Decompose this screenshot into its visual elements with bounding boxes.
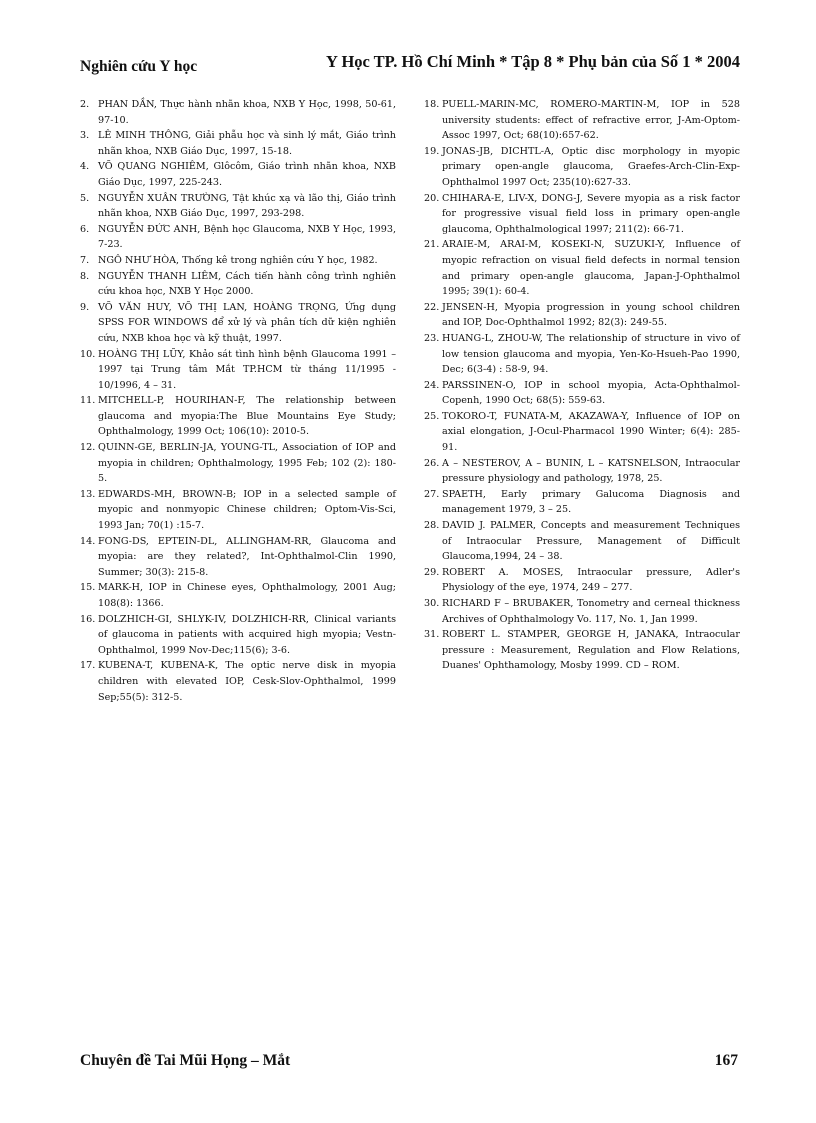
reference-number: 29. bbox=[424, 566, 440, 578]
reference-text: PHAN DẦN, Thực hành nhãn khoa, NXB Y Học, 1998, 50-61, 97-10. bbox=[98, 99, 396, 126]
reference-item bbox=[80, 300, 396, 347]
reference-item bbox=[80, 253, 396, 269]
reference-text: DOLZHICH-GI, SHLYK-IV, DOLZHICH-RR, Clinical variants of glaucoma in patients with acquired high myopia; Vestn-Ophthalmol, 1999 Nov-Dec;115(6); 3-6. bbox=[98, 613, 396, 656]
reference-text: A – NESTEROV, A – BUNIN, L – KATSNELSON, Intraocular pressure physiology and pathology, 1978, 25. bbox=[442, 457, 740, 485]
reference-text: PUELL-MARIN-MC, ROMERO-MARTIN-M, IOP in 528 university students: effect of refractive error, J-Am-Optom-Assoc 1997, Oct; 68(10):657-62. bbox=[442, 99, 740, 142]
reference-number: 18. bbox=[424, 99, 440, 110]
reference-text: SPAETH, Early primary Galucoma Diagnosis and management 1979, 3 – 25. bbox=[442, 488, 740, 516]
journal-section-label: Nghiên cứu Y học bbox=[80, 58, 198, 75]
reference-item bbox=[424, 456, 740, 487]
reference-number: 17. bbox=[80, 660, 96, 672]
reference-number: 28. bbox=[424, 520, 440, 532]
reference-number: 2. bbox=[80, 99, 90, 110]
reference-number: 25. bbox=[424, 410, 440, 422]
reference-number: 19. bbox=[424, 145, 440, 157]
reference-text: MARK-H, IOP in Chinese eyes, Ophthalmology, 2001 Aug; 108(8): 1366. bbox=[98, 582, 396, 609]
reference-item bbox=[424, 565, 740, 596]
reference-item bbox=[424, 487, 740, 518]
reference-text: HUANG-L, ZHOU-W, The relationship of structure in vivo of low tension glaucoma and myopia, Yen-Ko-Hsueh-Pao 1990, Dec; 6(3-4) : 58-9, 94. bbox=[442, 332, 740, 376]
reference-number: 20. bbox=[424, 192, 440, 204]
reference-text: NGUYỄN THANH LIÊM, Cách tiến hành công trình nghiên cứu khoa học, NXB Y Học 2000. bbox=[98, 270, 396, 298]
reference-text: JENSEN-H, Myopia progression in young school children and IOP, Doc-Ophthalmol 1992; 82(3): 249-55. bbox=[442, 301, 740, 329]
reference-item bbox=[424, 596, 740, 627]
reference-item bbox=[80, 347, 396, 394]
references-column-right bbox=[424, 97, 740, 674]
reference-number: 21. bbox=[424, 239, 440, 251]
reference-text: NGUYỄN XUÂN TRƯỜNG, Tật khúc xạ và lão thị, Giáo trình nhãn khoa, NXB Giáo Dục, 1997, 293-298. bbox=[98, 192, 396, 220]
reference-text: PARSSINEN-O, IOP in school myopia, Acta-Ophthalmol- Copenh, 1990 Oct; 68(5): 559-63. bbox=[442, 379, 740, 407]
reference-text: QUINN-GE, BERLIN-JA, YOUNG-TL, Association of IOP and myopia in children; Ophthalmology, 1995 Feb; 102 (2): 180-5. bbox=[98, 442, 396, 485]
reference-text: FONG-DS, EPTEIN-DL, ALLINGHAM-RR, Glaucoma and myopia: are they related?, Int-Ophthalmol-Clin 1990, Summer; 30(3): 215-8. bbox=[98, 535, 396, 578]
reference-item bbox=[80, 580, 396, 611]
reference-text: TOKORO-T, FUNATA-M, AKAZAWA-Y, Influence of IOP on axial elongation, J-Ocul-Pharmacol 1990 Winter; 6(4): 285-91. bbox=[442, 410, 740, 454]
reference-text: ROBERT A. MOSES, Intraocular pressure, Adler's Physiology of the eye, 1974, 249 – 277. bbox=[442, 566, 740, 594]
reference-text: ROBERT L. STAMPER, GEORGE H, JANAKA, Intraocular pressure : Measurement, Regulation and Flow Relations, Duanes' Ophthamology, Mosby 1999. CD – ROM. bbox=[442, 629, 740, 672]
reference-number: 16. bbox=[80, 613, 96, 625]
reference-text: CHIHARA-E, LIV-X, DONG-J, Severe myopia as a risk factor for progressive visual field loss in primary open-angle glaucoma, Ophthalmological 1997; 211(2): 66-71. bbox=[442, 192, 740, 235]
reference-number: 14. bbox=[80, 535, 96, 547]
reference-text: NGÔ NHƯ HÒA, Thống kê trong nghiên cứu Y học, 1982. bbox=[98, 254, 378, 266]
reference-item bbox=[80, 534, 396, 581]
reference-item bbox=[80, 97, 396, 128]
reference-number: 3. bbox=[80, 130, 90, 142]
reference-number: 13. bbox=[80, 488, 96, 500]
reference-item bbox=[80, 487, 396, 534]
reference-item bbox=[424, 300, 740, 331]
reference-number: 7. bbox=[80, 254, 90, 266]
reference-item bbox=[424, 97, 740, 144]
reference-text: MITCHELL-P, HOURIHAN-F, The relationship between glaucoma and myopia:The Blue Mountains Eye Study; Ophthalmology, 1999 Oct; 106(10): 2010-5. bbox=[98, 395, 396, 438]
reference-item bbox=[80, 222, 396, 253]
reference-number: 22. bbox=[424, 301, 440, 313]
reference-item bbox=[424, 331, 740, 378]
reference-text: JONAS-JB, DICHTL-A, Optic disc morphology in myopic primary open-angle glaucoma, Graefes-Arch-Clin-Exp-Ophthalmol 1997 Oct; 235(10):627-33. bbox=[442, 145, 740, 188]
reference-item bbox=[424, 144, 740, 191]
reference-item bbox=[80, 159, 396, 190]
reference-text: LÊ MINH THÔNG, Giải phẫu học và sinh lý mắt, Giáo trình nhãn khoa, NXB Giáo Dục, 1997, 15-18. bbox=[98, 130, 396, 157]
reference-number: 24. bbox=[424, 379, 440, 391]
reference-item bbox=[80, 128, 396, 159]
reference-item bbox=[80, 269, 396, 300]
reference-item bbox=[80, 393, 396, 440]
reference-number: 31. bbox=[424, 629, 440, 641]
reference-item bbox=[424, 378, 740, 409]
reference-number: 26. bbox=[424, 457, 440, 469]
reference-number: 12. bbox=[80, 442, 96, 454]
reference-text: KUBENA-T, KUBENA-K, The optic nerve disk in myopia children with elevated IOP, Cesk-Slov-Ophthalmol, 1999 Sep;55(5): 312-5. bbox=[98, 660, 396, 703]
reference-number: 23. bbox=[424, 332, 440, 344]
reference-number: 27. bbox=[424, 488, 440, 500]
reference-item bbox=[424, 627, 740, 674]
reference-item bbox=[424, 237, 740, 299]
reference-number: 6. bbox=[80, 223, 90, 235]
journal-title: Y Học TP. Hồ Chí Minh * Tập 8 * Phụ bản của Số 1 * 2004 bbox=[326, 52, 740, 71]
reference-number: 10. bbox=[80, 348, 96, 360]
reference-number: 5. bbox=[80, 192, 90, 204]
reference-item bbox=[80, 440, 396, 487]
reference-item bbox=[424, 409, 740, 456]
reference-text: VÕ VĂN HUY, VÕ THỊ LAN, HOÀNG TRỌNG, Ứng dụng SPSS FOR WINDOWS để xử lý và phân tích dữ kiện nghiên cứu, NXB khoa học và kỹ thuật, 1997. bbox=[98, 301, 396, 344]
reference-item bbox=[424, 518, 740, 565]
reference-number: 15. bbox=[80, 582, 96, 594]
reference-number: 4. bbox=[80, 161, 90, 173]
reference-number: 30. bbox=[424, 598, 440, 609]
reference-item bbox=[80, 612, 396, 659]
page-number: 167 bbox=[714, 1052, 738, 1069]
reference-text: NGUYỄN ĐỨC ANH, Bệnh học Glaucoma, NXB Y Học, 1993, 7-23. bbox=[98, 223, 396, 251]
reference-text: ARAIE-M, ARAI-M, KOSEKI-N, SUZUKI-Y, Influence of myopic refraction on visual field defects in normal tension and primary open-angle glaucoma, Japan-J-Ophthalmol 1995; 39(1): 60-4. bbox=[442, 239, 740, 298]
reference-text: HOÀNG THỊ LŨY, Khảo sát tình hình bệnh Glaucoma 1991 – 1997 tại Trung tâm Mắt TP.HCM từ tháng 11/1995 - 10/1996, 4 – 31. bbox=[98, 348, 396, 391]
reference-number: 9. bbox=[80, 301, 90, 313]
reference-item bbox=[80, 658, 396, 705]
reference-text: DAVID J. PALMER, Concepts and measurement Techniques of Intraocular Pressure, Management of Difficult Glaucoma,1994, 24 – 38. bbox=[442, 520, 740, 563]
reference-item bbox=[80, 191, 396, 222]
reference-item bbox=[424, 191, 740, 238]
reference-number: 11. bbox=[80, 395, 96, 407]
reference-text: RICHARD F – BRUBAKER, Tonometry and cerneal thickness Archives of Ophthalmology Vo. 117, No. 1, Jan 1999. bbox=[442, 598, 740, 625]
reference-text: VÕ QUANG NGHIÊM, Glôcôm, Giáo trình nhãn khoa, NXB Giáo Dục, 1997, 225-243. bbox=[98, 161, 396, 188]
reference-number: 8. bbox=[80, 270, 90, 282]
reference-text: EDWARDS-MH, BROWN-B; IOP in a selected sample of myopic and nonmyopic Chinese children; Optom-Vis-Sci, 1993 Jan; 70(1) :15-7. bbox=[98, 488, 396, 532]
references-column-left bbox=[80, 97, 396, 705]
footer-topic: Chuyên đề Tai Mũi Họng – Mắt bbox=[80, 1052, 291, 1069]
